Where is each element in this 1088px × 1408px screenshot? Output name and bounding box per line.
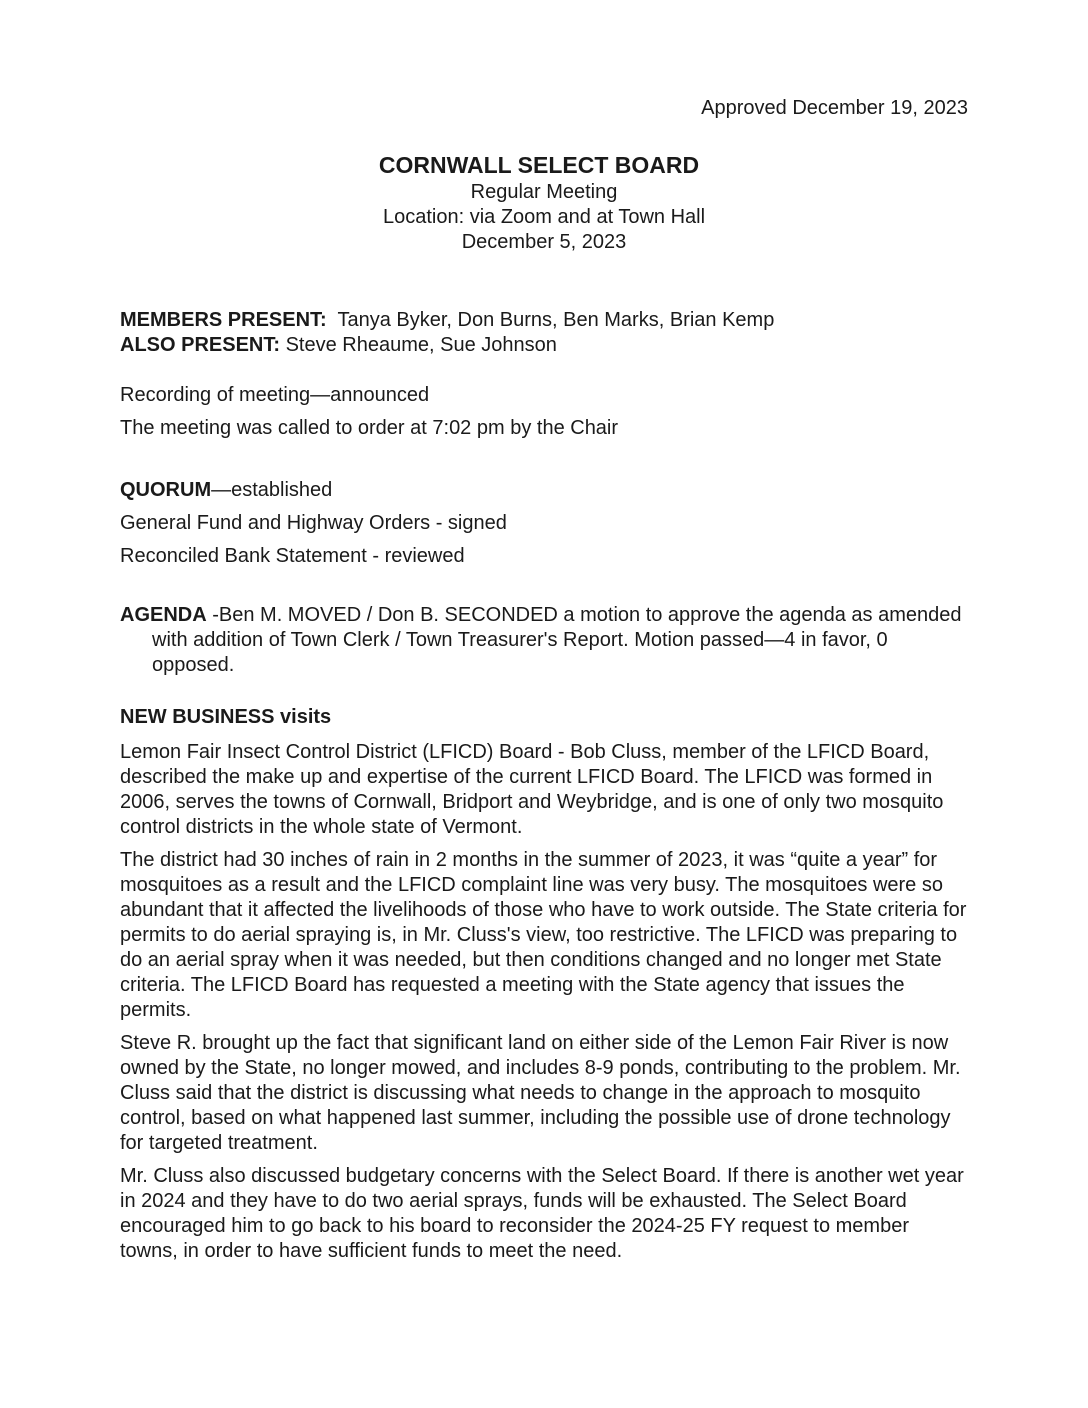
- orders-line: General Fund and Highway Orders - signed: [120, 512, 507, 534]
- agenda-motion: [120, 603, 972, 678]
- members-present-label: MEMBERS PRESENT:: [120, 309, 327, 331]
- quorum-label: QUORUM: [120, 479, 212, 501]
- agenda-section: [120, 603, 972, 678]
- call-to-order: The meeting was called to order at 7:02 pm by the Chair: [120, 417, 619, 439]
- new-business-paragraph: Steve R. brought up the fact that significant land on either side of the Lemon Fair River is now owned by the State, no longer mowed, and includes 8-9 ponds, contributing to the problem. Mr. Cluss said that the district is discussing what needs to change in the approach to mosquito control, based on what happened last summer, including the possible use of drone technology for targeted treatment.: [120, 1032, 961, 1154]
- members-present: [120, 308, 972, 333]
- new-business-heading: NEW BUSINESS visits: [120, 706, 332, 728]
- board-title: CORNWALL SELECT BOARD: [378, 152, 700, 178]
- meeting-location: Location: via Zoom and at Town Hall: [382, 206, 706, 228]
- also-present-label: ALSO PRESENT:: [120, 334, 281, 356]
- document-header: [0, 150, 1088, 255]
- approval-note: Approved December 19, 2023: [701, 97, 968, 119]
- attendance-section: [120, 308, 972, 358]
- agenda-text: -Ben M. MOVED / Don B. SECONDED a motion to approve the agenda as amended with addition of Town Clerk / Town Treasurer's Report. Motion passed—4 in favor, 0 opposed.: [152, 604, 962, 676]
- bank-statement-line: Reconciled Bank Statement - reviewed: [120, 545, 465, 567]
- quorum-line: [120, 478, 972, 503]
- members-present-names: Tanya Byker, Don Burns, Ben Marks, Brian Kemp: [337, 309, 775, 331]
- new-business-paragraph: Lemon Fair Insect Control District (LFICD) Board - Bob Cluss, member of the LFICD Board, described the make up and expertise of the current LFICD Board. The LFICD was formed in 2006, serves the towns of Cornwall, Bridport and Weybridge, and is one of only two mosquito control districts in the whole state of Vermont.: [120, 741, 944, 838]
- also-present: [120, 333, 972, 358]
- quorum-section: [120, 478, 972, 569]
- recording-note: Recording of meeting—announced: [120, 384, 430, 406]
- new-business-paragraph: Mr. Cluss also discussed budgetary concerns with the Select Board. If there is another wet year in 2024 and they have to do two aerial sprays, funds will be exhausted. The Select Board encouraged him to go back to his board to reconsider the 2024-25 FY request to member towns, in order to have sufficient funds to meet the need.: [120, 1165, 964, 1262]
- new-business-paragraph: The district had 30 inches of rain in 2 months in the summer of 2023, it was “quite a year” for mosquitoes as a result and the LFICD complaint line was very busy. The mosquitoes were so abundant that it affected the livelihoods of those who have to work outside. The State criteria for permits to do aerial spraying is, in Mr. Cluss's view, too restrictive. The LFICD was preparing to do an aerial spray when it was needed, but then conditions changed and no longer met State criteria. The LFICD Board has requested a meeting with the State agency that issues the permits.: [120, 849, 967, 1021]
- opening-section: [120, 383, 972, 441]
- new-business-section: [120, 705, 972, 1264]
- agenda-label: AGENDA: [120, 604, 207, 626]
- meeting-type: Regular Meeting: [470, 181, 618, 203]
- also-present-names: Steve Rheaume, Sue Johnson: [285, 334, 557, 356]
- meeting-date: December 5, 2023: [461, 231, 627, 253]
- quorum-status: —established: [211, 479, 333, 501]
